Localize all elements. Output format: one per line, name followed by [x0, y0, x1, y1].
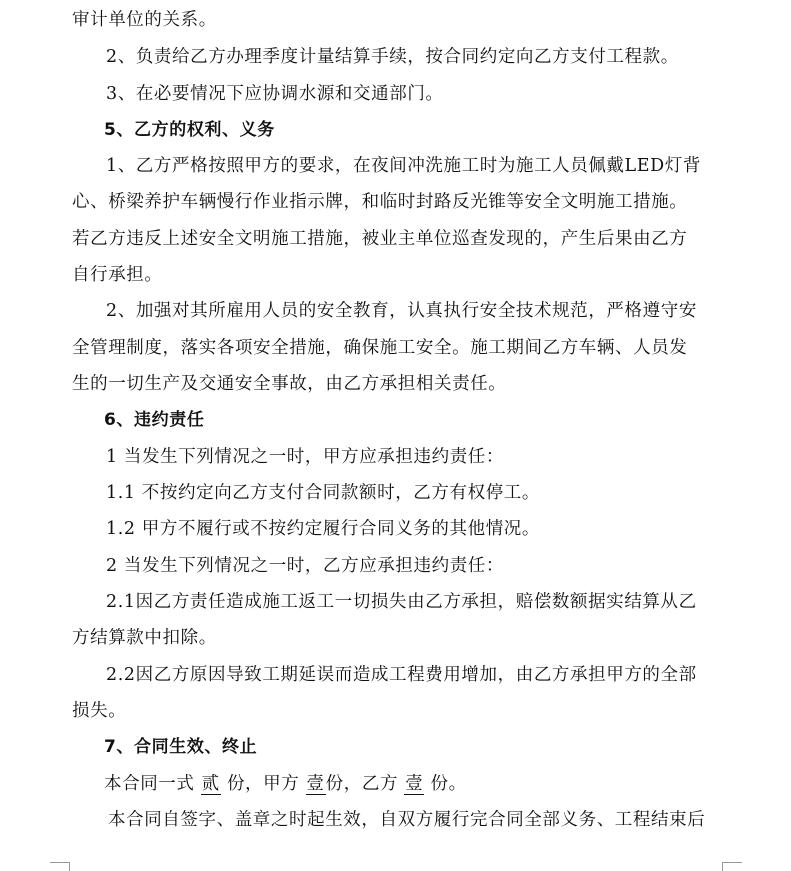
clause-line: 1、乙方严格按照甲方的要求，在夜间冲洗施工时为施工人员佩戴LED灯背 — [106, 156, 701, 176]
clause-line: 2、负责给乙方办理季度计量结算手续，按合同约定向乙方支付工程款。 — [106, 47, 679, 67]
copies-mid-b: 份，乙方 — [325, 774, 399, 794]
paragraph-line: 生的一切生产及交通安全事故，由乙方承担相关责任。 — [72, 374, 507, 394]
paragraph-line: 损失。 — [72, 701, 127, 721]
section-heading-7: 7、合同生效、终止 — [104, 737, 258, 757]
clause-line: 3、在必要情况下应协调水源和交通部门。 — [106, 84, 444, 104]
clause-line: 1 当发生下列情况之一时，甲方应承担违约责任： — [106, 447, 504, 467]
paragraph-line: 自行承担。 — [72, 265, 163, 285]
copies-party-b: 壹 — [405, 774, 424, 794]
paragraph-line: 本合同自签字、盖章之时起生效，自双方履行完合同全部义务、工程结束后 — [108, 810, 706, 830]
copies-total: 贰 — [201, 774, 220, 794]
paragraph-line: 审计单位的关系。 — [72, 10, 217, 30]
copies-party-a: 壹 — [306, 774, 325, 794]
copies-mid-a: 份，甲方 — [226, 774, 300, 794]
copies-suffix: 份。 — [430, 774, 467, 794]
copies-prefix: 本合同一式 — [104, 774, 195, 794]
contract-copies-line — [104, 773, 467, 795]
paragraph-line: 心、桥梁养护车辆慢行作业指示牌，和临时封路反光锥等安全文明施工措施。 — [72, 192, 688, 212]
section-heading-6: 6、违约责任 — [104, 410, 205, 430]
paragraph-line: 若乙方违反上述安全文明施工措施，被业主单位巡查发现的，产生后果由乙方 — [72, 229, 688, 249]
paragraph-line: 全管理制度，落实各项安全措施，确保施工安全。施工期间乙方车辆、人员发 — [72, 338, 688, 358]
paragraph-line: 方结算款中扣除。 — [72, 628, 217, 648]
clause-line: 2 当发生下列情况之一时，乙方应承担违约责任： — [106, 556, 504, 576]
clause-line: 2.1因乙方责任造成施工返工一切损失由乙方承担，赔偿数额据实结算从乙 — [106, 592, 697, 612]
section-heading-5: 5、乙方的权利、义务 — [104, 120, 275, 140]
clause-line: 2、加强对其所雇用人员的安全教育，认真执行安全技术规范，严格遵守安 — [106, 301, 697, 321]
clause-line: 1.1 不按约定向乙方支付合同款额时，乙方有权停工。 — [106, 483, 540, 503]
clause-line: 1.2 甲方不履行或不按约定履行合同义务的其他情况。 — [106, 519, 540, 539]
clause-line: 2.2因乙方原因导致工期延误而造成工程费用增加，由乙方承担甲方的全部 — [106, 665, 697, 685]
